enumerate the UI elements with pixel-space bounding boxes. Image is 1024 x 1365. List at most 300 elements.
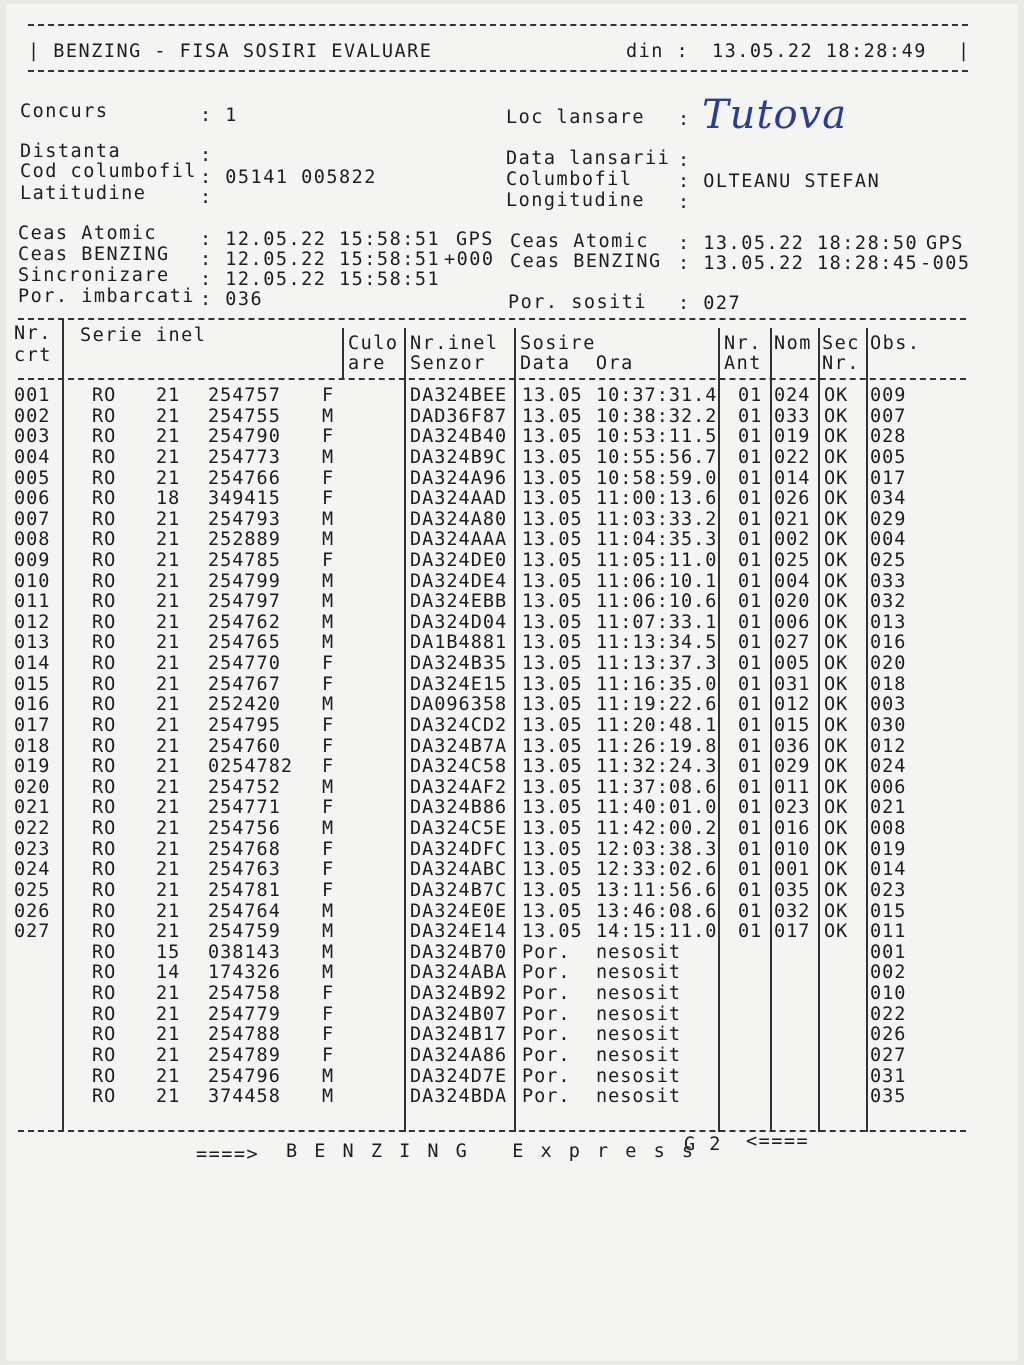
row-sec: OK bbox=[824, 426, 849, 448]
row-sex: F bbox=[322, 756, 335, 778]
row-ring-number: 349415 bbox=[208, 488, 281, 510]
row-country: RO bbox=[92, 653, 117, 675]
row-year: 21 bbox=[156, 694, 181, 716]
row-antenna: 01 bbox=[738, 508, 763, 530]
row-arrival-date: Por. bbox=[522, 983, 571, 1004]
row-nr: 020 bbox=[14, 776, 51, 798]
offset-1: +000 bbox=[444, 249, 495, 270]
row-ring-number: 254758 bbox=[208, 983, 281, 1004]
row-arrival-date: 13.05 bbox=[522, 694, 583, 716]
row-sec: OK bbox=[824, 694, 849, 716]
row-country: RO bbox=[92, 1024, 117, 1046]
row-ring-number: 254757 bbox=[208, 385, 281, 406]
row-obs: 020 bbox=[870, 653, 907, 675]
row-arrival-date: Por. bbox=[522, 1024, 571, 1046]
row-arrival-time: 10:55:56.7 bbox=[596, 446, 718, 468]
row-arrival-time: 11:16:35.0 bbox=[596, 673, 718, 695]
row-arrival-date: 13.05 bbox=[522, 900, 583, 922]
row-arrival-time: 11:06:10.6 bbox=[596, 591, 718, 613]
row-antenna: 01 bbox=[738, 488, 763, 510]
footer-right-arrow: <==== bbox=[746, 1131, 810, 1152]
table-top-rule bbox=[18, 318, 966, 320]
row-sec: OK bbox=[824, 879, 849, 901]
row-sec: OK bbox=[824, 653, 849, 675]
row-obs: 015 bbox=[870, 900, 907, 922]
header-culoare-1: Culo bbox=[348, 333, 399, 354]
row-arrival-date: 13.05 bbox=[522, 735, 583, 757]
row-year: 21 bbox=[156, 818, 181, 839]
row-sec: OK bbox=[824, 385, 849, 406]
row-chip-id: DA324AF2 bbox=[410, 776, 508, 798]
row-chip-id: DA324A86 bbox=[410, 1044, 508, 1066]
footer-brand: B E N Z I N G E x p r e s s bbox=[286, 1141, 697, 1162]
header-sosire-1: Sosire bbox=[520, 333, 596, 354]
columbofil-value: : OLTEANU STEFAN bbox=[678, 171, 881, 192]
data-lansarii-label: Data lansarii bbox=[506, 148, 671, 169]
row-nr: 016 bbox=[14, 694, 51, 716]
col-divider-sosire bbox=[514, 328, 516, 1132]
row-year: 21 bbox=[156, 797, 181, 819]
row-sex: M bbox=[322, 591, 335, 613]
row-ring-number: 254766 bbox=[208, 467, 281, 489]
row-ring-number: 254762 bbox=[208, 611, 281, 633]
row-obs: 004 bbox=[870, 529, 907, 551]
row-antenna: 01 bbox=[738, 776, 763, 798]
gps-2: GPS bbox=[926, 233, 964, 254]
row-ring-number: 0254782 bbox=[208, 756, 293, 778]
row-antenna: 01 bbox=[738, 405, 763, 427]
row-arrival-time: 11:03:33.2 bbox=[596, 508, 718, 530]
col-divider-nrinel bbox=[404, 328, 406, 1132]
header-nrinel-2: Senzor bbox=[410, 353, 486, 374]
row-sec: OK bbox=[824, 838, 849, 860]
row-year: 21 bbox=[156, 879, 181, 901]
row-ring-number: 254763 bbox=[208, 859, 281, 881]
printout-page bbox=[6, 4, 1018, 1361]
latitudine-value: : bbox=[200, 187, 213, 208]
row-nom: 006 bbox=[774, 611, 811, 633]
row-nr: 008 bbox=[14, 529, 51, 551]
row-arrival-date: Por. bbox=[522, 1044, 571, 1066]
row-country: RO bbox=[92, 694, 117, 716]
row-nr: 013 bbox=[14, 632, 51, 654]
row-chip-id: DA324BEE bbox=[410, 385, 508, 406]
footer-left-arrow: ====> bbox=[196, 1144, 260, 1165]
row-sex: M bbox=[322, 1086, 335, 1108]
row-antenna: 01 bbox=[738, 529, 763, 551]
por-sositi-value: : 027 bbox=[678, 293, 742, 314]
row-chip-id: DA324D7E bbox=[410, 1065, 508, 1087]
row-arrival-date: 13.05 bbox=[522, 818, 583, 839]
row-sex: F bbox=[322, 735, 335, 757]
ceas-atomic-1-value: : 12.05.22 15:58:51 bbox=[200, 229, 441, 250]
report-title: | BENZING - FISA SOSIRI EVALUARE bbox=[28, 41, 433, 62]
row-antenna: 01 bbox=[738, 673, 763, 695]
row-chip-id: DA324DE0 bbox=[410, 550, 508, 571]
row-nom: 021 bbox=[774, 508, 811, 530]
row-chip-id: DA324DE4 bbox=[410, 570, 508, 592]
row-nom: 023 bbox=[774, 797, 811, 819]
row-arrival-time: nesosit bbox=[596, 1044, 681, 1066]
row-obs: 007 bbox=[870, 405, 907, 427]
row-obs: 027 bbox=[870, 1044, 907, 1066]
row-arrival-date: 13.05 bbox=[522, 797, 583, 819]
row-ring-number: 254773 bbox=[208, 446, 281, 468]
header-ant-1: Nr. bbox=[724, 333, 762, 354]
row-sex: F bbox=[322, 653, 335, 675]
row-arrival-time: 11:32:24.3 bbox=[596, 756, 718, 778]
row-antenna: 01 bbox=[738, 694, 763, 716]
columbofil-label: Columbofil bbox=[506, 169, 633, 190]
row-ring-number: 254765 bbox=[208, 632, 281, 654]
row-ring-number: 254793 bbox=[208, 508, 281, 530]
row-obs: 009 bbox=[870, 385, 907, 406]
row-sec: OK bbox=[824, 776, 849, 798]
row-sex: M bbox=[322, 941, 335, 963]
row-nr: 025 bbox=[14, 879, 51, 901]
longitudine-value: : bbox=[678, 192, 691, 213]
row-chip-id: DA324B40 bbox=[410, 426, 508, 448]
row-antenna: 01 bbox=[738, 756, 763, 778]
row-year: 18 bbox=[156, 488, 181, 510]
row-antenna: 01 bbox=[738, 467, 763, 489]
row-year: 21 bbox=[156, 467, 181, 489]
header-culoare-2: are bbox=[348, 353, 386, 374]
header-ant-2: Ant bbox=[724, 353, 762, 374]
row-sex: F bbox=[322, 385, 335, 406]
row-nom: 020 bbox=[774, 591, 811, 613]
row-nom: 027 bbox=[774, 632, 811, 654]
row-arrival-time: nesosit bbox=[596, 1086, 681, 1108]
row-sex: F bbox=[322, 550, 335, 571]
row-chip-id: DA324B7A bbox=[410, 735, 508, 757]
row-country: RO bbox=[92, 818, 117, 839]
row-country: RO bbox=[92, 921, 117, 943]
por-sositi-label: Por. sositi bbox=[508, 292, 648, 313]
row-nom: 015 bbox=[774, 714, 811, 736]
row-nom: 017 bbox=[774, 921, 811, 943]
row-nom: 025 bbox=[774, 550, 811, 571]
row-year: 21 bbox=[156, 653, 181, 675]
row-arrival-date: 13.05 bbox=[522, 591, 583, 613]
row-year: 21 bbox=[156, 1003, 181, 1025]
row-sec: OK bbox=[824, 818, 849, 839]
row-sec: OK bbox=[824, 673, 849, 695]
row-obs: 022 bbox=[870, 1003, 907, 1025]
row-sec: OK bbox=[824, 488, 849, 510]
row-year: 21 bbox=[156, 1044, 181, 1066]
row-country: RO bbox=[92, 1003, 117, 1025]
row-chip-id: DA324C5E bbox=[410, 818, 508, 839]
row-arrival-time: 11:00:13.6 bbox=[596, 488, 718, 510]
row-year: 21 bbox=[156, 529, 181, 551]
row-ring-number: 254752 bbox=[208, 776, 281, 798]
header-crt: crt bbox=[14, 345, 52, 366]
row-antenna: 01 bbox=[738, 570, 763, 592]
row-arrival-time: 13:46:08.6 bbox=[596, 900, 718, 922]
row-arrival-date: 13.05 bbox=[522, 838, 583, 860]
row-ring-number: 254788 bbox=[208, 1024, 281, 1046]
row-nom: 016 bbox=[774, 818, 811, 839]
row-country: RO bbox=[92, 714, 117, 736]
row-obs: 008 bbox=[870, 818, 907, 839]
row-arrival-time: 11:05:11.0 bbox=[596, 550, 718, 571]
row-year: 21 bbox=[156, 1086, 181, 1108]
din-label: din : bbox=[626, 41, 690, 62]
row-chip-id: DA324A96 bbox=[410, 467, 508, 489]
row-arrival-date: Por. bbox=[522, 941, 571, 963]
cod-columbofil-label: Cod columbofil bbox=[20, 161, 197, 182]
row-ring-number: 254770 bbox=[208, 653, 281, 675]
row-nom: 036 bbox=[774, 735, 811, 757]
row-arrival-time: 13:11:56.6 bbox=[596, 879, 718, 901]
row-country: RO bbox=[92, 838, 117, 860]
concurs-value: : 1 bbox=[200, 105, 238, 126]
row-antenna: 01 bbox=[738, 653, 763, 675]
loc-lansare-handwritten: Tutova bbox=[702, 92, 848, 138]
row-obs: 021 bbox=[870, 797, 907, 819]
row-arrival-time: 10:37:31.4 bbox=[596, 385, 718, 406]
row-country: RO bbox=[92, 446, 117, 468]
row-antenna: 01 bbox=[738, 446, 763, 468]
row-ring-number: 254771 bbox=[208, 797, 281, 819]
row-year: 21 bbox=[156, 776, 181, 798]
por-imbarcati-label: Por. imbarcati bbox=[18, 286, 195, 307]
row-nom: 019 bbox=[774, 426, 811, 448]
row-nr: 026 bbox=[14, 900, 51, 922]
row-nr: 010 bbox=[14, 570, 51, 592]
row-year: 21 bbox=[156, 1065, 181, 1087]
row-antenna: 01 bbox=[738, 714, 763, 736]
row-arrival-time: 11:26:19.8 bbox=[596, 735, 718, 757]
row-chip-id: DAD36F87 bbox=[410, 405, 508, 427]
row-arrival-time: nesosit bbox=[596, 1065, 681, 1087]
data-lansarii-value: : bbox=[678, 150, 691, 171]
sincronizare-label: Sincronizare bbox=[18, 265, 170, 286]
row-sec: OK bbox=[824, 405, 849, 427]
row-obs: 023 bbox=[870, 879, 907, 901]
row-obs: 003 bbox=[870, 694, 907, 716]
por-imbarcati-value: : 036 bbox=[200, 289, 264, 310]
row-chip-id: DA096358 bbox=[410, 694, 508, 716]
row-nr: 018 bbox=[14, 735, 51, 757]
ceas-atomic-2-label: Ceas Atomic bbox=[510, 231, 650, 252]
row-arrival-time: 11:19:22.6 bbox=[596, 694, 718, 716]
row-year: 21 bbox=[156, 673, 181, 695]
row-nom: 029 bbox=[774, 756, 811, 778]
ceas-atomic-2-value: : 13.05.22 18:28:50 bbox=[678, 233, 919, 254]
row-arrival-date: Por. bbox=[522, 962, 571, 984]
row-country: RO bbox=[92, 488, 117, 510]
row-arrival-time: 14:15:11.0 bbox=[596, 921, 718, 943]
row-ring-number: 038143 bbox=[208, 941, 281, 963]
ceas-benzing-2-value: : 13.05.22 18:28:45 bbox=[678, 253, 919, 274]
row-ring-number: 254756 bbox=[208, 818, 281, 839]
row-nom: 022 bbox=[774, 446, 811, 468]
row-nr: 015 bbox=[14, 673, 51, 695]
row-nom: 033 bbox=[774, 405, 811, 427]
row-sex: F bbox=[322, 1003, 335, 1025]
row-arrival-time: nesosit bbox=[596, 962, 681, 984]
row-arrival-time: 11:13:34.5 bbox=[596, 632, 718, 654]
row-sex: M bbox=[322, 508, 335, 530]
row-country: RO bbox=[92, 529, 117, 551]
row-arrival-time: 10:38:32.2 bbox=[596, 405, 718, 427]
row-arrival-date: 13.05 bbox=[522, 653, 583, 675]
row-antenna: 01 bbox=[738, 859, 763, 881]
row-arrival-date: 13.05 bbox=[522, 859, 583, 881]
concurs-label: Concurs bbox=[20, 101, 109, 122]
row-obs: 005 bbox=[870, 446, 907, 468]
row-arrival-date: Por. bbox=[522, 1065, 571, 1087]
header-nrinel-1: Nr.inel bbox=[410, 333, 499, 354]
row-year: 21 bbox=[156, 714, 181, 736]
row-sec: OK bbox=[824, 900, 849, 922]
row-sex: M bbox=[322, 405, 335, 427]
row-nr: 024 bbox=[14, 859, 51, 881]
row-nr: 019 bbox=[14, 756, 51, 778]
row-sex: M bbox=[322, 632, 335, 654]
row-year: 21 bbox=[156, 446, 181, 468]
row-year: 21 bbox=[156, 900, 181, 922]
row-sex: F bbox=[322, 859, 335, 881]
row-ring-number: 174326 bbox=[208, 962, 281, 984]
row-nr: 011 bbox=[14, 591, 51, 613]
row-sec: OK bbox=[824, 529, 849, 551]
row-nr: 007 bbox=[14, 508, 51, 530]
row-nom: 012 bbox=[774, 694, 811, 716]
row-obs: 019 bbox=[870, 838, 907, 860]
header-serie-inel: Serie inel bbox=[80, 325, 207, 346]
row-chip-id: DA324E0E bbox=[410, 900, 508, 922]
row-arrival-time: nesosit bbox=[596, 983, 681, 1004]
row-sex: M bbox=[322, 694, 335, 716]
row-chip-id: DA324A80 bbox=[410, 508, 508, 530]
row-arrival-date: 13.05 bbox=[522, 632, 583, 654]
row-obs: 024 bbox=[870, 756, 907, 778]
row-ring-number: 254767 bbox=[208, 673, 281, 695]
row-nr: 022 bbox=[14, 818, 51, 839]
row-sec: OK bbox=[824, 570, 849, 592]
report-datetime: 13.05.22 18:28:49 bbox=[712, 41, 927, 62]
row-sec: OK bbox=[824, 550, 849, 571]
row-nr: 014 bbox=[14, 653, 51, 675]
row-arrival-time: 12:33:02.6 bbox=[596, 859, 718, 881]
row-ring-number: 254768 bbox=[208, 838, 281, 860]
row-arrival-time: 11:13:37.3 bbox=[596, 653, 718, 675]
row-antenna: 01 bbox=[738, 900, 763, 922]
row-arrival-date: 13.05 bbox=[522, 446, 583, 468]
row-ring-number: 254795 bbox=[208, 714, 281, 736]
row-country: RO bbox=[92, 900, 117, 922]
row-chip-id: DA324B70 bbox=[410, 941, 508, 963]
row-nr: 005 bbox=[14, 467, 51, 489]
longitudine-label: Longitudine bbox=[506, 190, 646, 211]
row-nom: 024 bbox=[774, 385, 811, 406]
row-year: 21 bbox=[156, 508, 181, 530]
row-arrival-time: 10:53:11.5 bbox=[596, 426, 718, 448]
row-year: 21 bbox=[156, 570, 181, 592]
row-arrival-time: 12:03:38.3 bbox=[596, 838, 718, 860]
row-sex: M bbox=[322, 446, 335, 468]
row-antenna: 01 bbox=[738, 385, 763, 406]
row-year: 14 bbox=[156, 962, 181, 984]
row-sex: M bbox=[322, 818, 335, 839]
row-nom: 026 bbox=[774, 488, 811, 510]
row-country: RO bbox=[92, 776, 117, 798]
row-country: RO bbox=[92, 405, 117, 427]
row-ring-number: 254759 bbox=[208, 921, 281, 943]
row-country: RO bbox=[92, 467, 117, 489]
table-header-rule bbox=[18, 378, 966, 380]
row-ring-number: 254781 bbox=[208, 879, 281, 901]
row-year: 15 bbox=[156, 941, 181, 963]
row-sex: F bbox=[322, 488, 335, 510]
row-country: RO bbox=[92, 591, 117, 613]
row-obs: 028 bbox=[870, 426, 907, 448]
loc-lansare-colon: : bbox=[678, 109, 691, 130]
row-country: RO bbox=[92, 550, 117, 571]
row-obs: 010 bbox=[870, 983, 907, 1004]
row-year: 21 bbox=[156, 838, 181, 860]
row-country: RO bbox=[92, 941, 117, 963]
row-country: RO bbox=[92, 859, 117, 881]
row-sex: F bbox=[322, 426, 335, 448]
row-sec: OK bbox=[824, 921, 849, 943]
row-obs: 030 bbox=[870, 714, 907, 736]
row-arrival-time: 11:20:48.1 bbox=[596, 714, 718, 736]
row-nom: 031 bbox=[774, 673, 811, 695]
row-country: RO bbox=[92, 570, 117, 592]
sincronizare-value: : 12.05.22 15:58:51 bbox=[200, 269, 441, 290]
row-chip-id: DA324B35 bbox=[410, 653, 508, 675]
row-sex: F bbox=[322, 797, 335, 819]
row-chip-id: DA324B92 bbox=[410, 983, 508, 1004]
row-sec: OK bbox=[824, 446, 849, 468]
loc-lansare-label: Loc lansare bbox=[506, 107, 646, 128]
col-divider-culoare bbox=[342, 328, 344, 380]
row-country: RO bbox=[92, 879, 117, 901]
row-country: RO bbox=[92, 385, 117, 406]
row-arrival-date: 13.05 bbox=[522, 756, 583, 778]
row-antenna: 01 bbox=[738, 591, 763, 613]
offset-2: -005 bbox=[920, 253, 971, 274]
row-sec: OK bbox=[824, 714, 849, 736]
row-sec: OK bbox=[824, 859, 849, 881]
row-obs: 029 bbox=[870, 508, 907, 530]
header-end-bar: | bbox=[958, 41, 971, 62]
row-country: RO bbox=[92, 673, 117, 695]
row-chip-id: DA324ABA bbox=[410, 962, 508, 984]
row-obs: 012 bbox=[870, 735, 907, 757]
ceas-benzing-1-value: : 12.05.22 15:58:51 bbox=[200, 249, 441, 270]
row-obs: 001 bbox=[870, 941, 907, 963]
row-nom: 005 bbox=[774, 653, 811, 675]
row-year: 21 bbox=[156, 756, 181, 778]
gps-1: GPS bbox=[456, 229, 494, 250]
header-sec-1: Sec bbox=[822, 333, 860, 354]
row-nom: 001 bbox=[774, 859, 811, 881]
row-antenna: 01 bbox=[738, 426, 763, 448]
col-divider-nr bbox=[62, 320, 64, 1132]
row-sec: OK bbox=[824, 756, 849, 778]
row-country: RO bbox=[92, 1044, 117, 1066]
header-obs: Obs. bbox=[870, 333, 921, 354]
row-year: 21 bbox=[156, 550, 181, 571]
row-ring-number: 254789 bbox=[208, 1044, 281, 1066]
row-chip-id: DA324E15 bbox=[410, 673, 508, 695]
row-ring-number: 374458 bbox=[208, 1086, 281, 1108]
